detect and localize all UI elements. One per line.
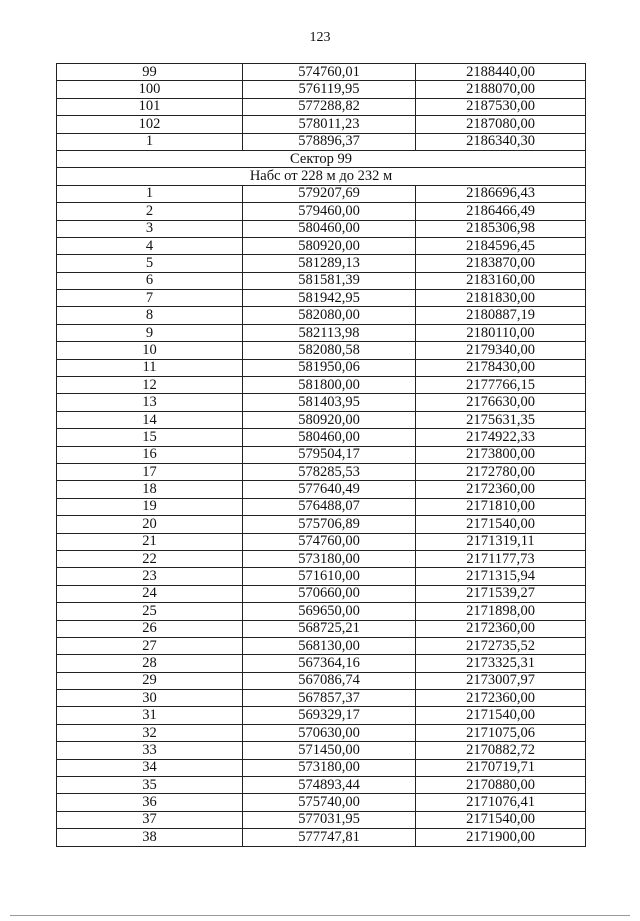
table-row: [57, 620, 586, 637]
x-coordinate-cell: 579504,17: [243, 446, 416, 463]
table-row: [57, 185, 586, 202]
table-row: [57, 777, 586, 794]
x-coordinate-cell: 578011,23: [243, 116, 416, 133]
y-coordinate-cell: 2186466,49: [416, 203, 586, 220]
y-coordinate-cell: 2173325,31: [416, 655, 586, 672]
x-coordinate-cell: 577640,49: [243, 481, 416, 498]
table-row: [57, 133, 586, 150]
point-number-cell: 15: [57, 429, 243, 446]
point-number-cell: 99: [57, 64, 243, 81]
table-row: [57, 585, 586, 602]
y-coordinate-cell: 2183870,00: [416, 255, 586, 272]
y-coordinate-cell: 2178430,00: [416, 359, 586, 376]
y-coordinate-cell: 2172360,00: [416, 481, 586, 498]
point-number-cell: 26: [57, 620, 243, 637]
point-number-cell: 36: [57, 794, 243, 811]
y-coordinate-cell: 2171539,27: [416, 585, 586, 602]
table-row: [57, 307, 586, 324]
table-row: [57, 446, 586, 463]
table-row: [57, 829, 586, 846]
x-coordinate-cell: 581942,95: [243, 290, 416, 307]
point-number-cell: 28: [57, 655, 243, 672]
y-coordinate-cell: 2171177,73: [416, 550, 586, 567]
x-coordinate-cell: 575740,00: [243, 794, 416, 811]
point-number-cell: 21: [57, 533, 243, 550]
x-coordinate-cell: 577031,95: [243, 811, 416, 828]
point-number-cell: 5: [57, 255, 243, 272]
x-coordinate-cell: 581800,00: [243, 377, 416, 394]
y-coordinate-cell: 2186340,30: [416, 133, 586, 150]
y-coordinate-cell: 2171900,00: [416, 829, 586, 846]
table-row: [57, 568, 586, 585]
y-coordinate-cell: 2175631,35: [416, 411, 586, 428]
point-number-cell: 14: [57, 411, 243, 428]
table-row: [57, 359, 586, 376]
table-row: [57, 429, 586, 446]
y-coordinate-cell: 2184596,45: [416, 237, 586, 254]
point-number-cell: 1: [57, 185, 243, 202]
y-coordinate-cell: 2171315,94: [416, 568, 586, 585]
x-coordinate-cell: 574760,00: [243, 533, 416, 550]
x-coordinate-cell: 576488,07: [243, 498, 416, 515]
y-coordinate-cell: 2188070,00: [416, 81, 586, 98]
table-row: [57, 237, 586, 254]
point-number-cell: 31: [57, 707, 243, 724]
table-row: [57, 707, 586, 724]
table-row: [57, 255, 586, 272]
x-coordinate-cell: 579207,69: [243, 185, 416, 202]
x-coordinate-cell: 580460,00: [243, 220, 416, 237]
table-row: [57, 394, 586, 411]
point-number-cell: 6: [57, 272, 243, 289]
point-number-cell: 3: [57, 220, 243, 237]
table-row: [57, 116, 586, 133]
point-number-cell: 38: [57, 829, 243, 846]
point-number-cell: 16: [57, 446, 243, 463]
y-coordinate-cell: 2183160,00: [416, 272, 586, 289]
page-bottom-edge: [10, 915, 630, 916]
y-coordinate-cell: 2170719,71: [416, 759, 586, 776]
x-coordinate-cell: 577747,81: [243, 829, 416, 846]
y-coordinate-cell: 2170880,00: [416, 777, 586, 794]
coordinates-table: [56, 63, 586, 847]
x-coordinate-cell: 571610,00: [243, 568, 416, 585]
y-coordinate-cell: 2187080,00: [416, 116, 586, 133]
point-number-cell: 18: [57, 481, 243, 498]
x-coordinate-cell: 567857,37: [243, 690, 416, 707]
y-coordinate-cell: 2173007,97: [416, 672, 586, 689]
point-number-cell: 101: [57, 98, 243, 115]
point-number-cell: 13: [57, 394, 243, 411]
y-coordinate-cell: 2171540,00: [416, 811, 586, 828]
x-coordinate-cell: 582080,00: [243, 307, 416, 324]
y-coordinate-cell: 2187530,00: [416, 98, 586, 115]
x-coordinate-cell: 573180,00: [243, 550, 416, 567]
table-row: [57, 550, 586, 567]
point-number-cell: 17: [57, 463, 243, 480]
table-body-after: [57, 185, 586, 846]
y-coordinate-cell: 2173800,00: [416, 446, 586, 463]
x-coordinate-cell: 567086,74: [243, 672, 416, 689]
x-coordinate-cell: 568725,21: [243, 620, 416, 637]
table-row: [57, 811, 586, 828]
x-coordinate-cell: 580920,00: [243, 411, 416, 428]
point-number-cell: 23: [57, 568, 243, 585]
table-row: [57, 533, 586, 550]
point-number-cell: 19: [57, 498, 243, 515]
point-number-cell: 8: [57, 307, 243, 324]
table-row: [57, 690, 586, 707]
y-coordinate-cell: 2176630,00: [416, 394, 586, 411]
table-row: [57, 724, 586, 741]
sector-title-row: [57, 150, 586, 167]
x-coordinate-cell: 582080,58: [243, 342, 416, 359]
x-coordinate-cell: 581581,39: [243, 272, 416, 289]
point-number-cell: 29: [57, 672, 243, 689]
point-number-cell: 30: [57, 690, 243, 707]
y-coordinate-cell: 2185306,98: [416, 220, 586, 237]
x-coordinate-cell: 571450,00: [243, 742, 416, 759]
table-row: [57, 220, 586, 237]
table-row: [57, 290, 586, 307]
point-number-cell: 27: [57, 637, 243, 654]
page-number: 123: [309, 30, 331, 45]
table-row: [57, 603, 586, 620]
y-coordinate-cell: 2170882,72: [416, 742, 586, 759]
point-number-cell: 24: [57, 585, 243, 602]
x-coordinate-cell: 574893,44: [243, 777, 416, 794]
x-coordinate-cell: 581403,95: [243, 394, 416, 411]
sector-title: Сектор 99: [57, 150, 586, 167]
y-coordinate-cell: 2179340,00: [416, 342, 586, 359]
x-coordinate-cell: 578896,37: [243, 133, 416, 150]
y-coordinate-cell: 2171540,00: [416, 516, 586, 533]
point-number-cell: 2: [57, 203, 243, 220]
table-row: [57, 377, 586, 394]
table-row: [57, 203, 586, 220]
x-coordinate-cell: 580460,00: [243, 429, 416, 446]
sector-header: [57, 150, 586, 185]
table-row: [57, 498, 586, 515]
table-body-before: [57, 64, 586, 151]
y-coordinate-cell: 2172360,00: [416, 620, 586, 637]
x-coordinate-cell: 580920,00: [243, 237, 416, 254]
point-number-cell: 22: [57, 550, 243, 567]
x-coordinate-cell: 573180,00: [243, 759, 416, 776]
x-coordinate-cell: 569329,17: [243, 707, 416, 724]
table-row: [57, 655, 586, 672]
point-number-cell: 7: [57, 290, 243, 307]
table-row: [57, 672, 586, 689]
x-coordinate-cell: 581289,13: [243, 255, 416, 272]
table-row: [57, 411, 586, 428]
x-coordinate-cell: 570660,00: [243, 585, 416, 602]
x-coordinate-cell: 582113,98: [243, 324, 416, 341]
y-coordinate-cell: 2188440,00: [416, 64, 586, 81]
point-number-cell: 33: [57, 742, 243, 759]
y-coordinate-cell: 2181830,00: [416, 290, 586, 307]
point-number-cell: 35: [57, 777, 243, 794]
point-number-cell: 37: [57, 811, 243, 828]
point-number-cell: 34: [57, 759, 243, 776]
point-number-cell: 4: [57, 237, 243, 254]
x-coordinate-cell: 578285,53: [243, 463, 416, 480]
y-coordinate-cell: 2171319,11: [416, 533, 586, 550]
point-number-cell: 10: [57, 342, 243, 359]
table-row: [57, 742, 586, 759]
y-coordinate-cell: 2180110,00: [416, 324, 586, 341]
y-coordinate-cell: 2171898,00: [416, 603, 586, 620]
table-row: [57, 342, 586, 359]
point-number-cell: 100: [57, 81, 243, 98]
y-coordinate-cell: 2177766,15: [416, 377, 586, 394]
y-coordinate-cell: 2171075,06: [416, 724, 586, 741]
point-number-cell: 9: [57, 324, 243, 341]
table-row: [57, 64, 586, 81]
point-number-cell: 25: [57, 603, 243, 620]
x-coordinate-cell: 581950,06: [243, 359, 416, 376]
y-coordinate-cell: 2171076,41: [416, 794, 586, 811]
sector-subtitle-row: [57, 168, 586, 185]
y-coordinate-cell: 2180887,19: [416, 307, 586, 324]
table-row: [57, 463, 586, 480]
table-row: [57, 759, 586, 776]
point-number-cell: 102: [57, 116, 243, 133]
table-row: [57, 481, 586, 498]
y-coordinate-cell: 2172360,00: [416, 690, 586, 707]
x-coordinate-cell: 570630,00: [243, 724, 416, 741]
table-row: [57, 324, 586, 341]
y-coordinate-cell: 2172780,00: [416, 463, 586, 480]
table-row: [57, 794, 586, 811]
sector-subtitle: Набс от 228 м до 232 м: [57, 168, 586, 185]
y-coordinate-cell: 2171810,00: [416, 498, 586, 515]
x-coordinate-cell: 579460,00: [243, 203, 416, 220]
table-row: [57, 272, 586, 289]
point-number-cell: 11: [57, 359, 243, 376]
table-row: [57, 637, 586, 654]
table-row: [57, 516, 586, 533]
y-coordinate-cell: 2186696,43: [416, 185, 586, 202]
x-coordinate-cell: 567364,16: [243, 655, 416, 672]
table-row: [57, 81, 586, 98]
table-row: [57, 98, 586, 115]
point-number-cell: 12: [57, 377, 243, 394]
y-coordinate-cell: 2172735,52: [416, 637, 586, 654]
x-coordinate-cell: 577288,82: [243, 98, 416, 115]
y-coordinate-cell: 2174922,33: [416, 429, 586, 446]
point-number-cell: 20: [57, 516, 243, 533]
point-number-cell: 32: [57, 724, 243, 741]
y-coordinate-cell: 2171540,00: [416, 707, 586, 724]
point-number-cell: 1: [57, 133, 243, 150]
x-coordinate-cell: 569650,00: [243, 603, 416, 620]
x-coordinate-cell: 568130,00: [243, 637, 416, 654]
x-coordinate-cell: 575706,89: [243, 516, 416, 533]
x-coordinate-cell: 576119,95: [243, 81, 416, 98]
x-coordinate-cell: 574760,01: [243, 64, 416, 81]
